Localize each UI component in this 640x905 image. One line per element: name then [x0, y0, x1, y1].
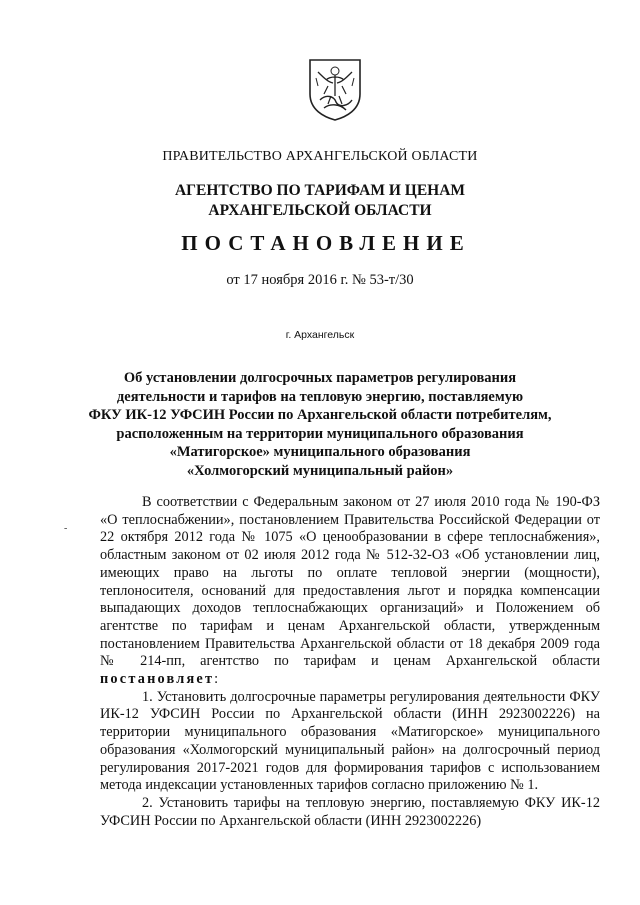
title-line: деятельности и тарифов на тепловую энергию, поставляемую [116, 388, 524, 405]
preamble-text: В соответствии с Федеральным законом от 27 июля 2010 года № 190-ФЗ «О теплоснабжении», постановлением Правительства Российской Федерации от 22 октября 2012 года № 1075 «О ценообразовании в сфере теплоснабжения», областным законом от 02 июля 2012 года № 512-32-ОЗ «Об установлении лиц, имеющих право на льготы по оплате тепловой энергии (мощности), теплоносителя, оснований для предоставления льгот и порядка компенсации выпадающих доходов теплоснабжающих организаций» и Положением об агентстве по тарифам и ценам Архангельской области, утвержденным постановлением Правительства Архангельской области от 18 декабря 2009 года № 214-пп, агентство по тарифам и ценам Архангельской области [100, 494, 600, 670]
title-line: расположенным на территории муниципального образования [116, 425, 524, 442]
title-line: «Матигорское» муниципального образования [169, 444, 471, 460]
title-line: ФКУ ИК-12 УФСИН России по Архангельской области потребителям, [88, 407, 552, 423]
margin-mark: - [64, 523, 68, 534]
date-and-number: от 17 ноября 2016 г. № 53-т/30 [226, 272, 414, 288]
document-type: ПОСТАНОВЛЕНИЕ [181, 231, 471, 255]
city: г. Архангельск [285, 329, 355, 341]
document-body [100, 494, 600, 830]
coat-of-arms-icon [306, 56, 364, 122]
agency-name [0, 181, 640, 221]
title-line: «Холмогорский муниципальный район» [186, 462, 454, 479]
document-title [0, 369, 640, 480]
government-name: ПРАВИТЕЛЬСТВО АРХАНГЕЛЬСКОЙ ОБЛАСТИ [162, 149, 478, 164]
item-2-paragraph: 2. Установить тарифы на тепловую энергию, поставляемую ФКУ ИК-12 УФСИН России по Архангельской области (ИНН 2923002226) [100, 794, 600, 829]
item-1-paragraph: 1. Установить долгосрочные параметры регулирования деятельности ФКУ ИК-12 УФСИН России по Архангельской области (ИНН 2923002226) на территории муниципального образования «Матигорское» муниципального образования «Холмогорский муниципальный район» на долгосрочный период регулирования 2017-2021 годов для формирования тарифов с использованием метода индексации установленных тарифов согласно приложению № 1. [100, 688, 600, 794]
agency-name-line-1: АГЕНТСТВО ПО ТАРИФАМ И ЦЕНАМ [174, 182, 466, 199]
decree-colon: : [214, 671, 219, 688]
preamble-paragraph [100, 494, 600, 689]
decree-word: постановляет [100, 671, 215, 688]
agency-name-line-2: АРХАНГЕЛЬСКОЙ ОБЛАСТИ [208, 202, 432, 219]
title-line: Об установлении долгосрочных параметров регулирования [123, 370, 517, 386]
